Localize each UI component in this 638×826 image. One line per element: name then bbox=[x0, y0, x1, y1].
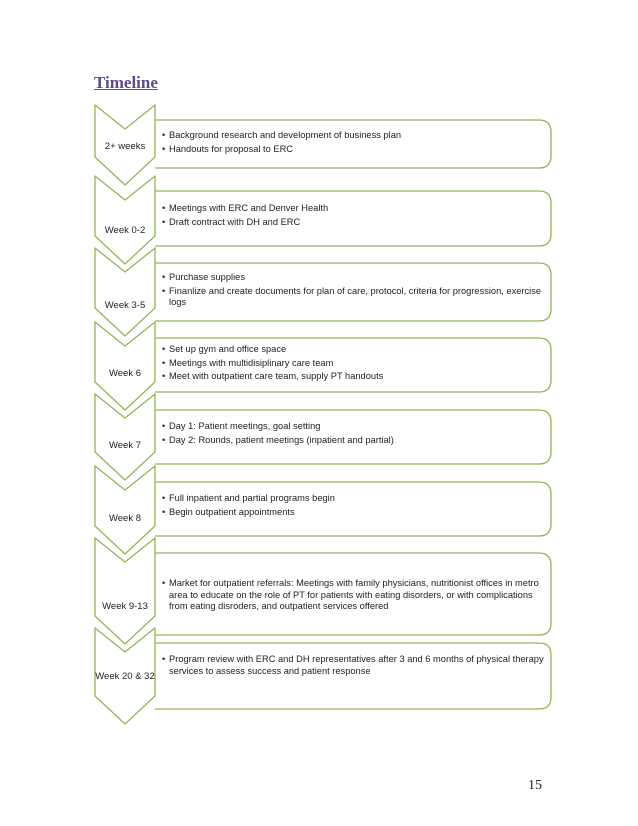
stage-detail-box bbox=[155, 338, 551, 392]
bullet-item: • Purchase supplies bbox=[162, 272, 545, 284]
timeline-chevron bbox=[95, 628, 155, 724]
stage-label: Week 7 bbox=[108, 440, 142, 451]
bullet-list bbox=[162, 130, 545, 157]
stage-detail-box bbox=[155, 553, 551, 635]
stage-label: Week 0-2 bbox=[104, 225, 146, 236]
bullet-item: • Program review with ERC and DH representatives after 3 and 6 months of physical therapy services to assess success and patient response bbox=[162, 654, 545, 677]
bullet-item: • Background research and development of business plan bbox=[162, 130, 545, 142]
bullet-list bbox=[162, 654, 545, 679]
bullet-item: • Day 2: Rounds, patient meetings (inpatient and partial) bbox=[162, 435, 545, 447]
bullet-item: • Begin outpatient appointments bbox=[162, 507, 545, 519]
bullet-item: • Meetings with ERC and Denver Health bbox=[162, 203, 545, 215]
bullet-item: • Day 1: Patient meetings, goal setting bbox=[162, 421, 545, 433]
stage-detail-box bbox=[155, 482, 551, 536]
stage-detail-box bbox=[155, 410, 551, 464]
stage-detail-box bbox=[155, 643, 551, 709]
bullet-list bbox=[162, 493, 545, 520]
bullet-item: • Handouts for proposal to ERC bbox=[162, 144, 545, 156]
bullet-item: • Meet with outpatient care team, supply PT handouts bbox=[162, 371, 545, 383]
stage-detail-box bbox=[155, 120, 551, 168]
bullet-item: • Draft contract with DH and ERC bbox=[162, 217, 545, 229]
stage-detail-box bbox=[155, 191, 551, 246]
bullet-item: • Set up gym and office space bbox=[162, 344, 545, 356]
stage-label: Week 20 & 32 bbox=[95, 671, 155, 682]
bullet-list bbox=[162, 203, 545, 230]
bullet-list bbox=[162, 272, 545, 311]
stage-label: Week 6 bbox=[108, 368, 142, 379]
stage-label: Week 3-5 bbox=[104, 300, 146, 311]
page-title: Timeline bbox=[94, 73, 158, 92]
bullet-item: • Finanlize and create documents for plan of care, protocol, criteria for progression, exercise logs bbox=[162, 286, 545, 309]
bullet-item: • Market for outpatient referrals: Meetings with family physicians, nutritionist offices in metro area to educate on the role of PT for patients with eating disorders, or with complications from eating disroders, and outpatient services offered bbox=[162, 578, 545, 613]
bullet-item: • Meetings with multidisiplinary care team bbox=[162, 358, 545, 370]
bullet-list bbox=[162, 578, 545, 615]
timeline-chevron bbox=[95, 105, 155, 185]
bullet-list bbox=[162, 421, 545, 448]
page-number: 15 bbox=[528, 778, 542, 793]
stage-label: Week 8 bbox=[108, 513, 142, 524]
stage-label: 2+ weeks bbox=[104, 141, 146, 152]
bullet-item: • Full inpatient and partial programs begin bbox=[162, 493, 545, 505]
stage-detail-box bbox=[155, 263, 551, 321]
stage-label: Week 9-13 bbox=[102, 601, 148, 612]
bullet-list bbox=[162, 344, 545, 385]
